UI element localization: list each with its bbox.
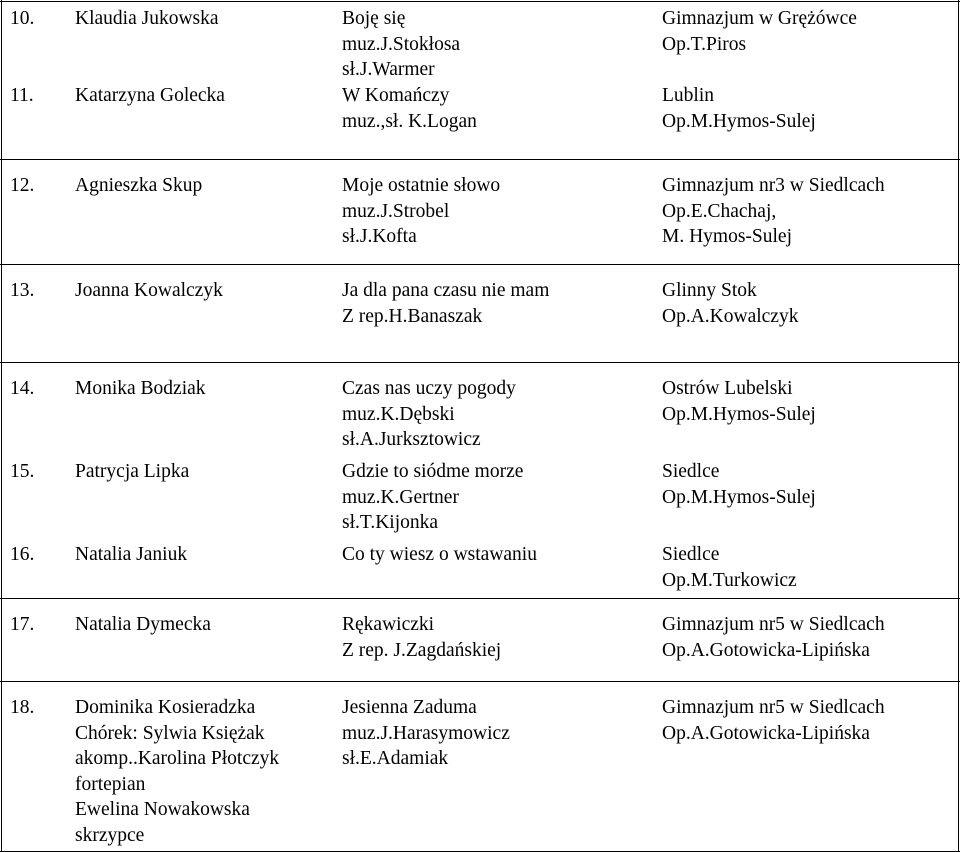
performer-cell xyxy=(75,459,189,485)
school-cell-line: Op.M.Hymos-Sulej xyxy=(662,110,816,132)
performer-cell-line: Ewelina Nowakowska xyxy=(75,799,250,820)
song-cell-line: Gdzie to siódme morze xyxy=(342,461,524,482)
performer-cell-line: Klaudia Jukowska xyxy=(75,8,219,29)
performer-cell-line: Monika Bodziak xyxy=(75,378,206,399)
performer-cell-line: skrzypce xyxy=(75,824,145,846)
song-cell-line: Ja dla pana czasu nie mam xyxy=(342,280,550,301)
performer-cell xyxy=(75,6,219,32)
school-cell xyxy=(662,278,798,329)
song-cell-line: Co ty wiesz o wstawaniu xyxy=(342,544,537,565)
song-cell-line: Czas nas uczy pogody xyxy=(342,378,516,399)
song-cell xyxy=(342,173,500,250)
performer-cell-line: akomp..Karolina Płotczyk xyxy=(75,748,280,769)
school-cell-line: Lublin xyxy=(662,85,714,106)
school-cell xyxy=(662,542,797,593)
song-cell-line: sł.J.Warmer xyxy=(342,59,435,80)
performer-cell xyxy=(75,612,211,638)
school-cell xyxy=(662,6,857,57)
performer-cell xyxy=(75,278,223,304)
school-cell-line: Op.A.Gotowicka-Lipińska xyxy=(662,639,870,661)
song-cell-line: Z rep.H.Banaszak xyxy=(342,305,483,327)
song-cell-line: Rękawiczki xyxy=(342,614,435,635)
song-cell-line: Jesienna Zaduma xyxy=(342,697,477,718)
school-cell-line: Gimnazjum nr3 w Siedlcach xyxy=(662,175,885,196)
school-cell xyxy=(662,83,816,134)
row-number: 13. xyxy=(10,280,35,301)
table-rule-horizontal xyxy=(0,264,960,265)
performer-cell xyxy=(75,83,225,109)
school-cell-line: Siedlce xyxy=(662,461,720,482)
school-cell xyxy=(662,612,885,663)
row-number: 12. xyxy=(10,175,35,196)
song-cell-line: sł.T.Kijonka xyxy=(342,512,439,533)
song-cell-line: Z rep. J.Zagdańskiej xyxy=(342,639,502,661)
table-rule-horizontal xyxy=(0,362,960,363)
performer-cell-line: Agnieszka Skup xyxy=(75,175,203,196)
school-cell-line: Op.A.Kowalczyk xyxy=(662,305,799,327)
song-cell xyxy=(342,459,523,536)
song-cell-line: Moje ostatnie słowo xyxy=(342,175,501,196)
row-number: 18. xyxy=(10,697,35,718)
row-number: 16. xyxy=(10,544,35,565)
performer-cell-line: Natalia Janiuk xyxy=(75,544,188,565)
school-cell xyxy=(662,459,816,510)
school-cell-line: Ostrów Lubelski xyxy=(662,378,793,399)
performer-cell-line: Katarzyna Golecka xyxy=(75,85,225,106)
table-rule-horizontal xyxy=(0,1,960,2)
song-cell-line: muz.K.Dębski xyxy=(342,403,455,425)
table-rule-vertical xyxy=(958,0,959,852)
table-rule-horizontal xyxy=(0,681,960,682)
song-cell-line: sł.E.Adamiak xyxy=(342,748,449,769)
school-cell xyxy=(662,695,885,746)
school-cell-line: Op.M.Hymos-Sulej xyxy=(662,403,816,425)
performer-cell-line: Patrycja Lipka xyxy=(75,461,190,482)
school-cell-line: M. Hymos-Sulej xyxy=(662,226,793,247)
song-cell-line: muz.J.Strobel xyxy=(342,200,450,222)
song-cell xyxy=(342,695,510,772)
song-cell xyxy=(342,376,516,453)
song-cell-line: sł.J.Kofta xyxy=(342,226,417,247)
school-cell-line: Glinny Stok xyxy=(662,280,757,301)
song-cell-line: sł.A.Jurksztowicz xyxy=(342,429,481,450)
row-number: 17. xyxy=(10,614,35,635)
song-cell-line: muz.J.Harasymowicz xyxy=(342,722,510,744)
school-cell xyxy=(662,376,816,427)
performer-cell xyxy=(75,173,202,199)
school-cell-line: Op.T.Piros xyxy=(662,33,747,55)
song-cell xyxy=(342,83,477,134)
school-cell-line: Gimnazjum nr5 w Siedlcach xyxy=(662,697,885,718)
table-rule-vertical xyxy=(1,0,2,852)
performer-cell-line: Dominika Kosieradzka xyxy=(75,697,256,718)
school-cell-line: Siedlce xyxy=(662,544,720,565)
song-cell-line: muz.,sł. K.Logan xyxy=(342,110,477,132)
row-number: 15. xyxy=(10,461,35,482)
row-number: 10. xyxy=(10,8,35,29)
school-cell-line: Gimnazjum nr5 w Siedlcach xyxy=(662,614,885,635)
school-cell-line: Op.M.Turkowicz xyxy=(662,569,797,591)
song-cell xyxy=(342,6,460,83)
school-cell-line: Op.M.Hymos-Sulej xyxy=(662,486,816,508)
school-cell-line: Op.A.Gotowicka-Lipińska xyxy=(662,722,870,744)
school-cell xyxy=(662,173,885,250)
song-cell xyxy=(342,542,537,568)
performer-cell xyxy=(75,695,279,848)
performer-cell-line: Joanna Kowalczyk xyxy=(75,280,223,301)
performer-cell-line: Chórek: Sylwia Księżak xyxy=(75,722,265,744)
song-cell-line: muz.J.Stokłosa xyxy=(342,33,461,55)
song-cell-line: Boję się xyxy=(342,8,406,29)
row-number: 11. xyxy=(10,85,34,106)
song-cell xyxy=(342,278,549,329)
song-cell xyxy=(342,612,501,663)
performer-cell-line: fortepian xyxy=(75,773,146,795)
row-number: 14. xyxy=(10,378,35,399)
school-cell-line: Gimnazjum w Grężówce xyxy=(662,8,857,29)
song-cell-line: W Komańczy xyxy=(342,85,450,106)
table-rule-horizontal xyxy=(0,159,960,160)
table-rule-horizontal xyxy=(0,598,960,599)
school-cell-line: Op.E.Chachaj, xyxy=(662,200,777,222)
performer-cell xyxy=(75,542,187,568)
performer-cell xyxy=(75,376,206,402)
performer-cell-line: Natalia Dymecka xyxy=(75,614,211,635)
song-cell-line: muz.K.Gertner xyxy=(342,486,459,508)
